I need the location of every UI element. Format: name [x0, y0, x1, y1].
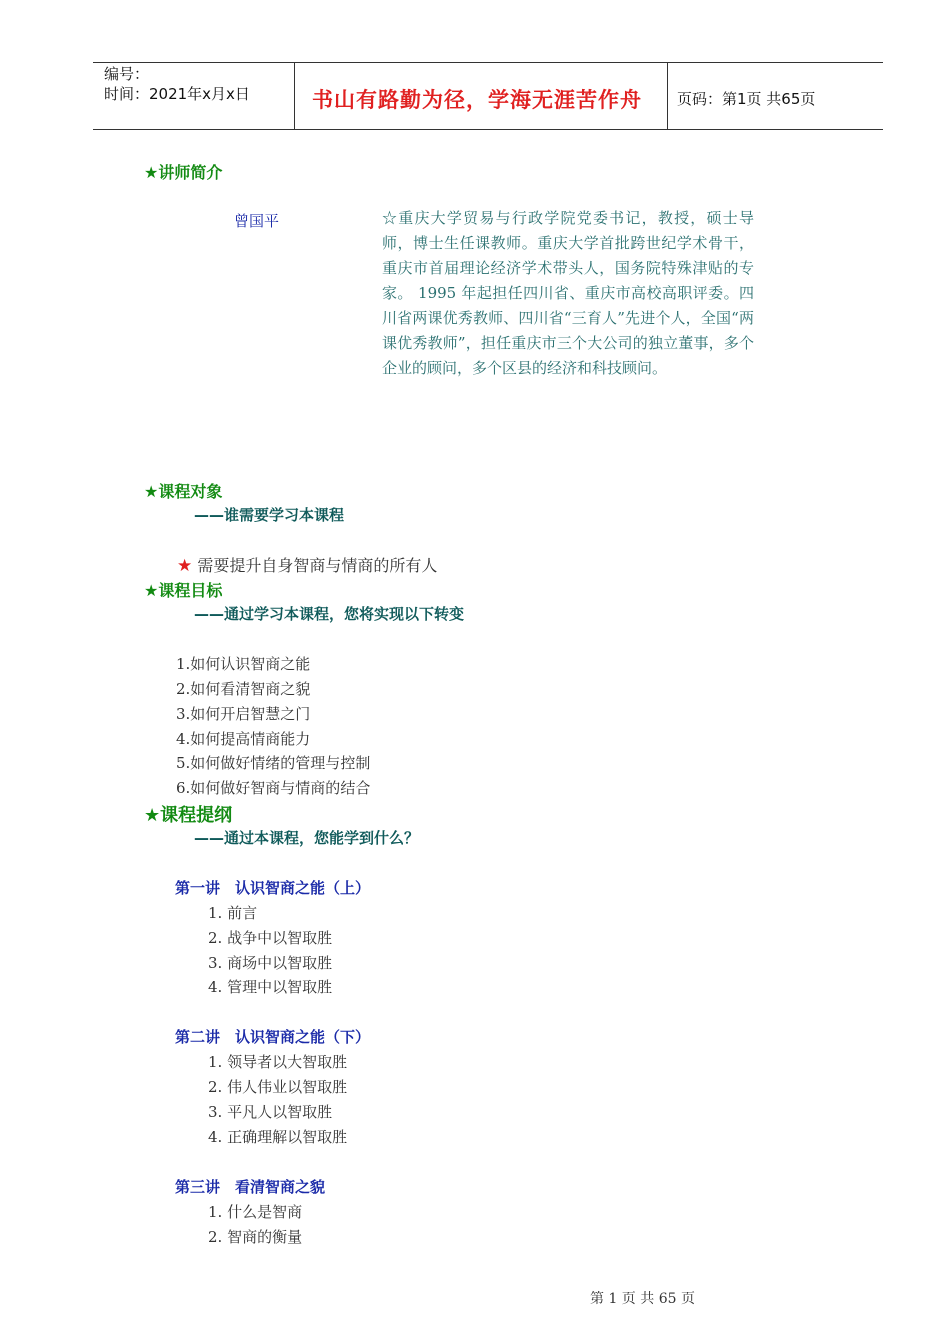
footer-page-number: 第 1 页 共 65 页 [590, 1291, 695, 1307]
lecture-3-title: 第三讲 看清智商之貌 [175, 1178, 326, 1196]
lecture-1-item: 1. 前言 [208, 904, 258, 922]
goal-item-2: 2.如何看清智商之貌 [176, 680, 311, 698]
lecture-1-title: 第一讲 认识智商之能（上） [175, 879, 371, 897]
header-divider-right [667, 62, 668, 130]
goal-item-5: 5.如何做好情绪的管理与控制 [176, 754, 371, 772]
instructor-name: 曾国平 [234, 212, 280, 230]
header-bottom-rule [93, 129, 883, 130]
goals-subtitle: ——通过学习本课程，您将实现以下转变 [194, 605, 465, 623]
header-time-label: 时间：2021年x月x日 [104, 85, 250, 103]
header-number-label: 编号： [104, 65, 150, 83]
goal-item-1: 1.如何认识智商之能 [176, 655, 311, 673]
outline-heading: ★课程提纲 [144, 805, 233, 826]
lecture-1-item: 3. 商场中以智取胜 [208, 954, 333, 972]
star-icon: ★ [177, 556, 193, 576]
lecture-3-item: 2. 智商的衡量 [208, 1228, 303, 1246]
goals-heading: ★课程目标 [144, 581, 223, 600]
lecture-2-item: 3. 平凡人以智取胜 [208, 1103, 333, 1121]
lecture-2-item: 1. 领导者以大智取胜 [208, 1053, 348, 1071]
audience-subtitle: ——谁需要学习本课程 [194, 506, 345, 524]
instructor-heading: ★讲师简介 [144, 163, 223, 182]
lecture-2-item: 2. 伟人伟业以智取胜 [208, 1078, 348, 1096]
audience-description: 需要提升自身智商与情商的所有人 [197, 556, 438, 575]
lecture-1-item: 4. 管理中以智取胜 [208, 978, 333, 996]
instructor-bio: ☆重庆大学贸易与行政学院党委书记，教授，硕士导师，博士生任课教师。重庆大学首批跨世纪学术骨干，重庆市首届理论经济学术带头人，国务院特殊津贴的专家。 1995 年起担任四川省、重庆市高校高职评委。四川省两课优秀教师、四川省“三育人”先进个人，全国“两课优秀教师”，担任重庆市三个大公司的独立董事，多个企业的顾问，多个区县的经济和科技顾问。 [382, 209, 754, 377]
header-divider-left [294, 62, 295, 130]
header-top-rule [93, 62, 883, 63]
lecture-2-item: 4. 正确理解以智取胜 [208, 1128, 348, 1146]
header-motto: 书山有路勤为径，学海无涯苦作舟 [312, 88, 642, 112]
outline-subtitle: ——通过本课程，您能学到什么？ [194, 829, 420, 847]
lecture-1-item: 2. 战争中以智取胜 [208, 929, 333, 947]
goal-item-6: 6.如何做好智商与情商的结合 [176, 779, 371, 797]
goal-item-4: 4.如何提高情商能力 [176, 730, 311, 748]
audience-text [177, 553, 437, 576]
header-page-label: 页码：第1页 共65页 [677, 90, 816, 108]
goal-item-3: 3.如何开启智慧之门 [176, 705, 311, 723]
lecture-2-title: 第二讲 认识智商之能（下） [175, 1028, 371, 1046]
audience-heading: ★课程对象 [144, 482, 223, 501]
lecture-3-item: 1. 什么是智商 [208, 1203, 303, 1221]
